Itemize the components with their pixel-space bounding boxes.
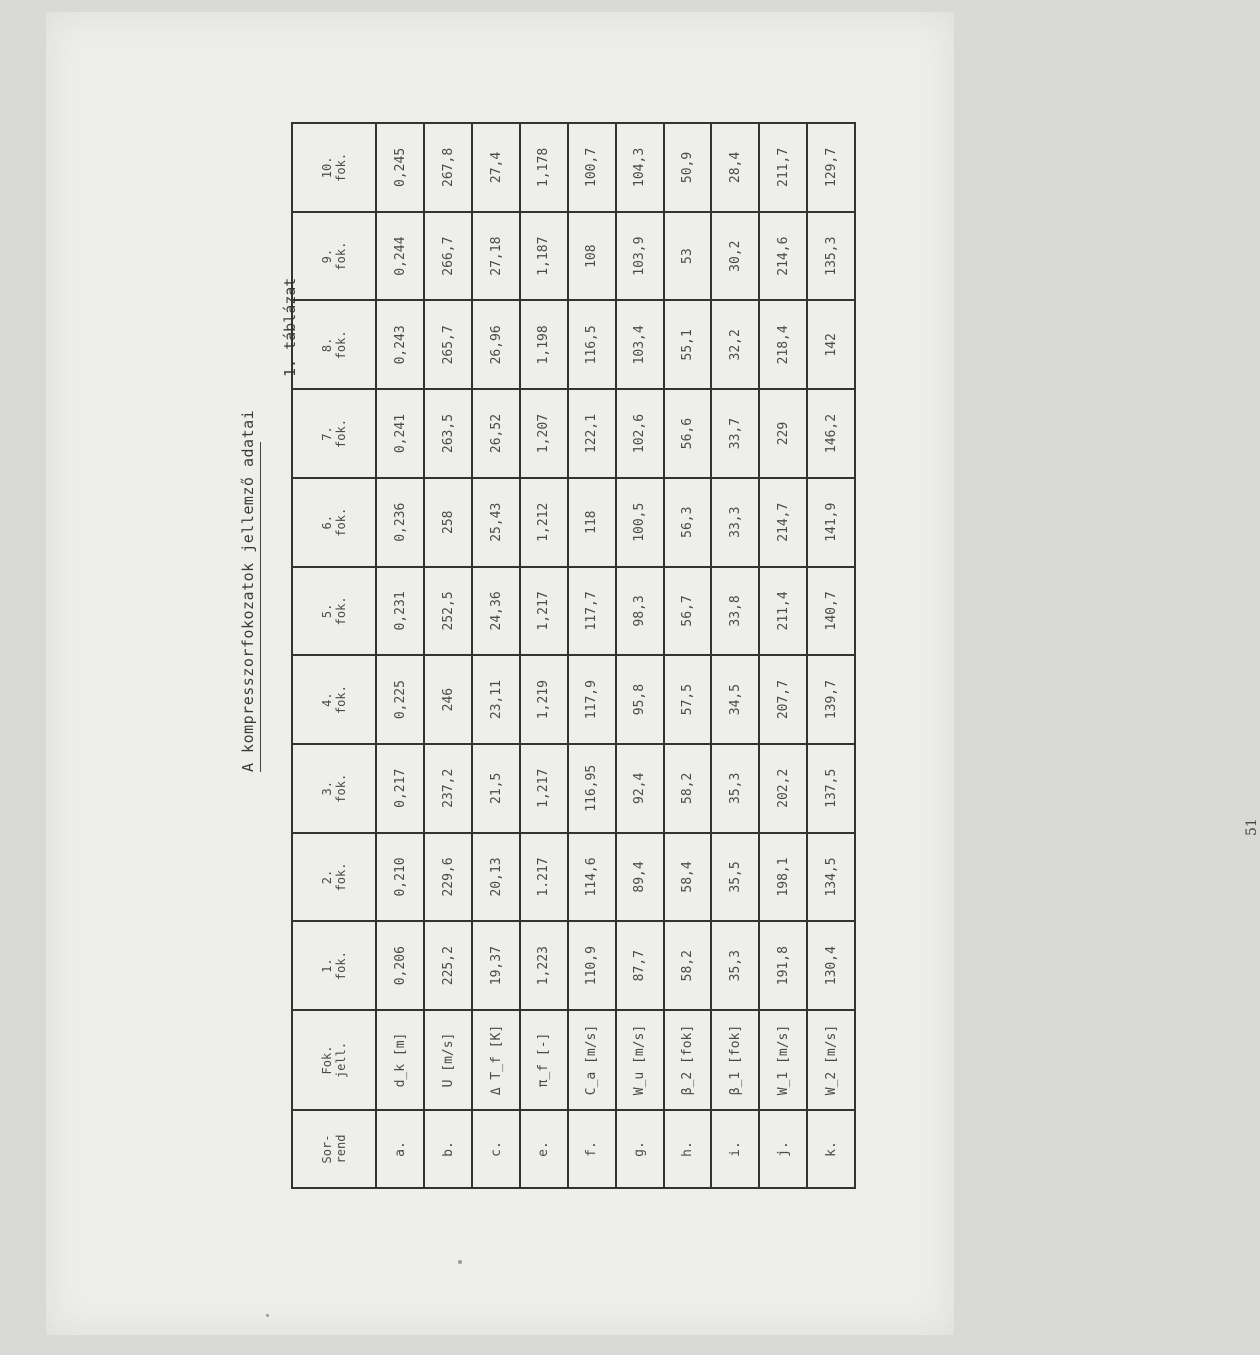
value-cell: 28,4 xyxy=(711,123,759,212)
row-label-cell: U [m/s] xyxy=(424,1010,472,1110)
header-cell: Sor- rend xyxy=(292,1110,376,1188)
value-cell: 1,212 xyxy=(520,478,568,567)
row-label-cell: d_k [m] xyxy=(376,1010,424,1110)
value-cell: 263,5 xyxy=(424,389,472,478)
table-title: A kompresszorfokozatok jellemző adatai xyxy=(239,409,257,772)
header-cell: 1. fok. xyxy=(292,921,376,1010)
value-cell: 35,3 xyxy=(711,744,759,833)
value-cell: 33,3 xyxy=(711,478,759,567)
value-cell: 116,5 xyxy=(568,301,616,390)
row-label-cell: W_u [m/s] xyxy=(616,1010,664,1110)
value-cell: 1,219 xyxy=(520,655,568,744)
table-row xyxy=(807,123,855,1188)
value-cell: 0,210 xyxy=(376,833,424,922)
value-cell: 103,4 xyxy=(616,301,664,390)
row-label-cell: C_a [m/s] xyxy=(568,1010,616,1110)
value-cell: 98,3 xyxy=(616,567,664,656)
value-cell: 202,2 xyxy=(759,744,807,833)
header-cell: 8. fok. xyxy=(292,301,376,390)
value-cell: 266,7 xyxy=(424,212,472,301)
header-cell: 5. fok. xyxy=(292,567,376,656)
row-order-cell: e. xyxy=(520,1110,568,1188)
rotated-content xyxy=(46,12,1260,1302)
value-cell: 1,207 xyxy=(520,389,568,478)
row-label-cell: W_1 [m/s] xyxy=(759,1010,807,1110)
value-cell: 25,43 xyxy=(472,478,520,567)
value-cell: 26,52 xyxy=(472,389,520,478)
table-row xyxy=(759,123,807,1188)
value-cell: 117,9 xyxy=(568,655,616,744)
value-cell: 140,7 xyxy=(807,567,855,656)
value-cell: 0,244 xyxy=(376,212,424,301)
title-underline xyxy=(260,442,261,772)
row-order-cell: f. xyxy=(568,1110,616,1188)
value-cell: 0,217 xyxy=(376,744,424,833)
page-number: 51 xyxy=(1244,818,1260,836)
value-cell: 108 xyxy=(568,212,616,301)
value-cell: 135,3 xyxy=(807,212,855,301)
data-table xyxy=(291,122,856,1189)
header-cell: 2. fok. xyxy=(292,833,376,922)
value-cell: 100,5 xyxy=(616,478,664,567)
value-cell: 1,217 xyxy=(520,744,568,833)
table-row xyxy=(616,123,664,1188)
value-cell: 55,1 xyxy=(664,301,712,390)
value-cell: 57,5 xyxy=(664,655,712,744)
row-order-cell: b. xyxy=(424,1110,472,1188)
value-cell: 35,3 xyxy=(711,921,759,1010)
value-cell: 32,2 xyxy=(711,301,759,390)
row-label-cell: π_f [-] xyxy=(520,1010,568,1110)
row-label-cell: W_2 [m/s] xyxy=(807,1010,855,1110)
value-cell: 27,4 xyxy=(472,123,520,212)
value-cell: 56,3 xyxy=(664,478,712,567)
row-order-cell: c. xyxy=(472,1110,520,1188)
row-order-cell: h. xyxy=(664,1110,712,1188)
value-cell: 0,243 xyxy=(376,301,424,390)
value-cell: 33,8 xyxy=(711,567,759,656)
value-cell: 130,4 xyxy=(807,921,855,1010)
value-cell: 102,6 xyxy=(616,389,664,478)
value-cell: 0,245 xyxy=(376,123,424,212)
value-cell: 23,11 xyxy=(472,655,520,744)
value-cell: 50,9 xyxy=(664,123,712,212)
value-cell: 19,37 xyxy=(472,921,520,1010)
row-label-cell: Δ T_f [K] xyxy=(472,1010,520,1110)
table-row xyxy=(376,123,424,1188)
value-cell: 229,6 xyxy=(424,833,472,922)
value-cell: 198,1 xyxy=(759,833,807,922)
row-order-cell: j. xyxy=(759,1110,807,1188)
value-cell: 27,18 xyxy=(472,212,520,301)
value-cell: 26,96 xyxy=(472,301,520,390)
value-cell: 1.217 xyxy=(520,833,568,922)
value-cell: 34,5 xyxy=(711,655,759,744)
scanned-page xyxy=(46,12,1260,1335)
row-order-cell: a. xyxy=(376,1110,424,1188)
value-cell: 104,3 xyxy=(616,123,664,212)
value-cell: 129,7 xyxy=(807,123,855,212)
value-cell: 1,198 xyxy=(520,301,568,390)
table-row xyxy=(568,123,616,1188)
value-cell: 146,2 xyxy=(807,389,855,478)
table-row xyxy=(664,123,712,1188)
header-cell: 7. fok. xyxy=(292,389,376,478)
value-cell: 0,206 xyxy=(376,921,424,1010)
value-cell: 114,6 xyxy=(568,833,616,922)
value-cell: 0,241 xyxy=(376,389,424,478)
value-cell: 58,4 xyxy=(664,833,712,922)
value-cell: 53 xyxy=(664,212,712,301)
header-cell: 4. fok. xyxy=(292,655,376,744)
value-cell: 118 xyxy=(568,478,616,567)
scan-speck xyxy=(266,1314,269,1317)
value-cell: 139,7 xyxy=(807,655,855,744)
value-cell: 35,5 xyxy=(711,833,759,922)
row-order-cell: i. xyxy=(711,1110,759,1188)
value-cell: 89,4 xyxy=(616,833,664,922)
value-cell: 1,217 xyxy=(520,567,568,656)
value-cell: 116,95 xyxy=(568,744,616,833)
value-cell: 100,7 xyxy=(568,123,616,212)
row-order-cell: g. xyxy=(616,1110,664,1188)
table-row xyxy=(424,123,472,1188)
value-cell: 267,8 xyxy=(424,123,472,212)
scan-speck xyxy=(458,1260,462,1264)
value-cell: 0,225 xyxy=(376,655,424,744)
value-cell: 0,236 xyxy=(376,478,424,567)
value-cell: 1,187 xyxy=(520,212,568,301)
value-cell: 0,231 xyxy=(376,567,424,656)
value-cell: 137,5 xyxy=(807,744,855,833)
value-cell: 211,7 xyxy=(759,123,807,212)
value-cell: 258 xyxy=(424,478,472,567)
header-cell: 3. fok. xyxy=(292,744,376,833)
value-cell: 214,6 xyxy=(759,212,807,301)
value-cell: 117,7 xyxy=(568,567,616,656)
value-cell: 58,2 xyxy=(664,744,712,833)
value-cell: 95,8 xyxy=(616,655,664,744)
header-cell: Fok. jell. xyxy=(292,1010,376,1110)
value-cell: 214,7 xyxy=(759,478,807,567)
value-cell: 134,5 xyxy=(807,833,855,922)
header-cell: 6. fok. xyxy=(292,478,376,567)
row-label-cell: β_1 [fok] xyxy=(711,1010,759,1110)
header-cell: 10. fok. xyxy=(292,123,376,212)
value-cell: 92,4 xyxy=(616,744,664,833)
table-row xyxy=(472,123,520,1188)
value-cell: 103,9 xyxy=(616,212,664,301)
value-cell: 1,178 xyxy=(520,123,568,212)
value-cell: 207,7 xyxy=(759,655,807,744)
value-cell: 191,8 xyxy=(759,921,807,1010)
value-cell: 252,5 xyxy=(424,567,472,656)
value-cell: 122,1 xyxy=(568,389,616,478)
header-cell: 9. fok. xyxy=(292,212,376,301)
value-cell: 58,2 xyxy=(664,921,712,1010)
value-cell: 30,2 xyxy=(711,212,759,301)
value-cell: 225,2 xyxy=(424,921,472,1010)
value-cell: 229 xyxy=(759,389,807,478)
table-row xyxy=(520,123,568,1188)
header-row xyxy=(292,123,376,1188)
value-cell: 211,4 xyxy=(759,567,807,656)
value-cell: 24,36 xyxy=(472,567,520,656)
value-cell: 246 xyxy=(424,655,472,744)
row-order-cell: k. xyxy=(807,1110,855,1188)
value-cell: 110,9 xyxy=(568,921,616,1010)
value-cell: 218,4 xyxy=(759,301,807,390)
table-caption: 1. táblázat xyxy=(281,277,299,377)
value-cell: 20,13 xyxy=(472,833,520,922)
value-cell: 56,6 xyxy=(664,389,712,478)
value-cell: 142 xyxy=(807,301,855,390)
value-cell: 141,9 xyxy=(807,478,855,567)
value-cell: 1,223 xyxy=(520,921,568,1010)
table-row xyxy=(711,123,759,1188)
value-cell: 237,2 xyxy=(424,744,472,833)
value-cell: 21,5 xyxy=(472,744,520,833)
row-label-cell: β_2 [fok] xyxy=(664,1010,712,1110)
value-cell: 87,7 xyxy=(616,921,664,1010)
value-cell: 265,7 xyxy=(424,301,472,390)
value-cell: 56,7 xyxy=(664,567,712,656)
value-cell: 33,7 xyxy=(711,389,759,478)
